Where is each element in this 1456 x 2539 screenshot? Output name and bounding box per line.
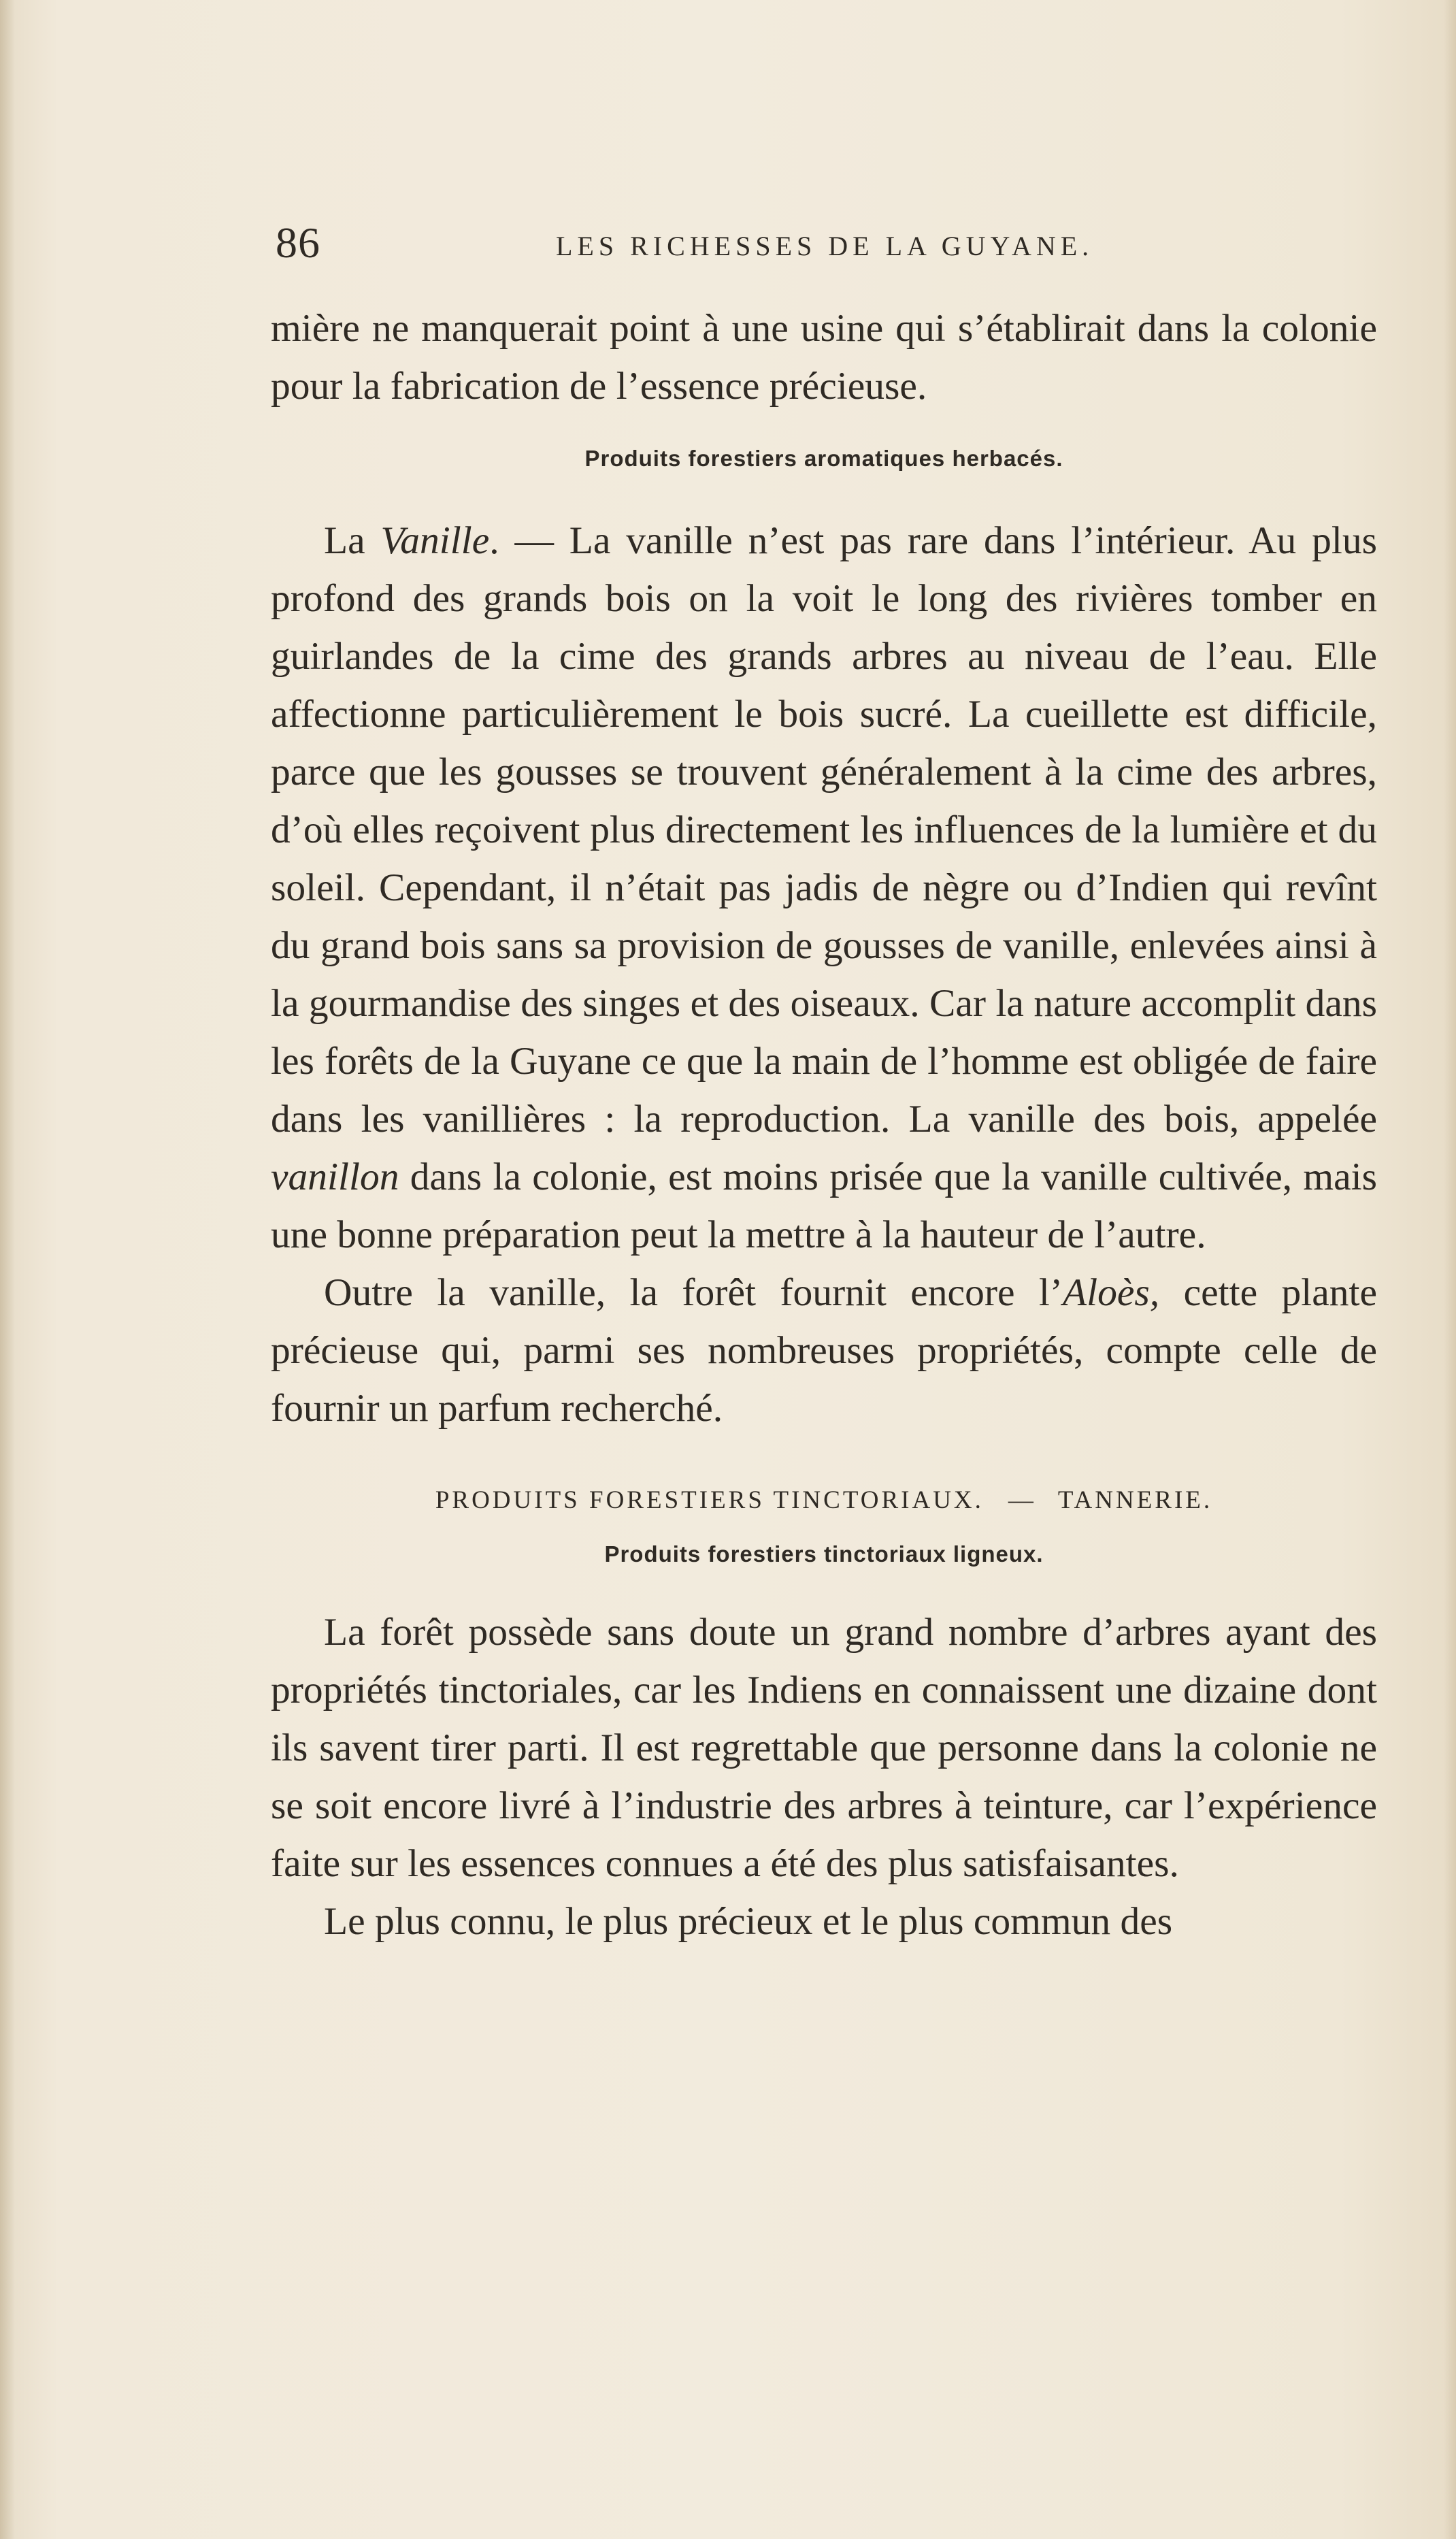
paragraph-le-plus-connu: Le plus connu, le plus précieux et le plus commun des — [324, 1900, 1173, 1943]
paragraph-continuation: mière ne manquerait point à une usine qui s’établirait dans la colonie pour la fabrication de l’essence précieuse. — [271, 307, 1377, 408]
page-number: 86 — [276, 218, 320, 267]
paragraph-foret-tinctoriale: La forêt possède sans doute un grand nombre d’arbres ayant des propriétés tinctoriales, car les Indiens en connaissent une dizaine dont ils savent tirer parti. Il est regrettable que personne dans la colonie ne se soit encore livré à l’industrie des arbres à teinture, car l’expérience faite sur les essences connues a été des plus satisfaisantes. — [271, 1611, 1377, 1885]
section-heading-tinctorial — [271, 1485, 1377, 1516]
paragraph-vanille — [271, 512, 1377, 1264]
page-right-edge-shadow — [1444, 0, 1456, 2539]
paragraph-aloes-text-a: Outre la vanille, la forêt fournit encore l’ — [324, 1271, 1063, 1314]
page-header — [276, 218, 1378, 272]
running-title: LES RICHESSES DE LA GUYANE. — [556, 231, 1094, 261]
term-vanille: Vanille — [380, 519, 490, 562]
section-heading-dash: — — [1008, 1486, 1033, 1514]
term-aloes: Aloès, — [1063, 1271, 1160, 1314]
term-vanillon: vanillon — [271, 1156, 399, 1198]
paragraph-vanille-text-b: dans la colonie, est moins prisée que la vanille cultivée, mais une bonne préparation peut la mettre à la hauteur de l’autre. — [271, 1156, 1377, 1256]
paragraph-aloes-text-b: cette plante précieuse qui, parmi ses nombreuses propriétés, compte celle de fournir un parfum recherché. — [271, 1271, 1377, 1430]
paragraph-aloes — [271, 1264, 1377, 1437]
subheading-aromatic-products: Produits forestiers aromatiques herbacés. — [584, 446, 1063, 471]
paragraph-vanille-lead: La — [324, 519, 381, 562]
section-heading-right: TANNERIE. — [1057, 1486, 1213, 1514]
page-left-edge-shadow — [0, 0, 15, 2539]
subheading-tinctorial-ligneous: Produits forestiers tinctoriaux ligneux. — [604, 1541, 1044, 1567]
section-heading-left: PRODUITS FORESTIERS TINCTORIAUX. — [435, 1486, 984, 1514]
paragraph-vanille-text-a: . — La vanille n’est pas rare dans l’intérieur. Au plus profond des grands bois on la voit le long des rivières tomber en guirlandes de la cime des grands arbres au niveau de l’eau. Elle affectionne particulièrement le bois sucré. La cueillette est difficile, parce que les gousses se trouvent généralement à la cime des arbres, d’où elles reçoivent plus directement les influences de la lumière et du soleil. Cependant, il n’était pas jadis de nègre ou d’Indien qui revînt du grand bois sans sa provision de gousses de vanille, enlevées ainsi à la gourmandise des singes et des oiseaux. Car la nature accomplit dans les forêts de la Guyane ce que la main de l’homme est obligée de faire dans les vanillières : la reproduction. La vanille des bois, appelée — [271, 519, 1377, 1141]
page-body — [271, 299, 1377, 1950]
